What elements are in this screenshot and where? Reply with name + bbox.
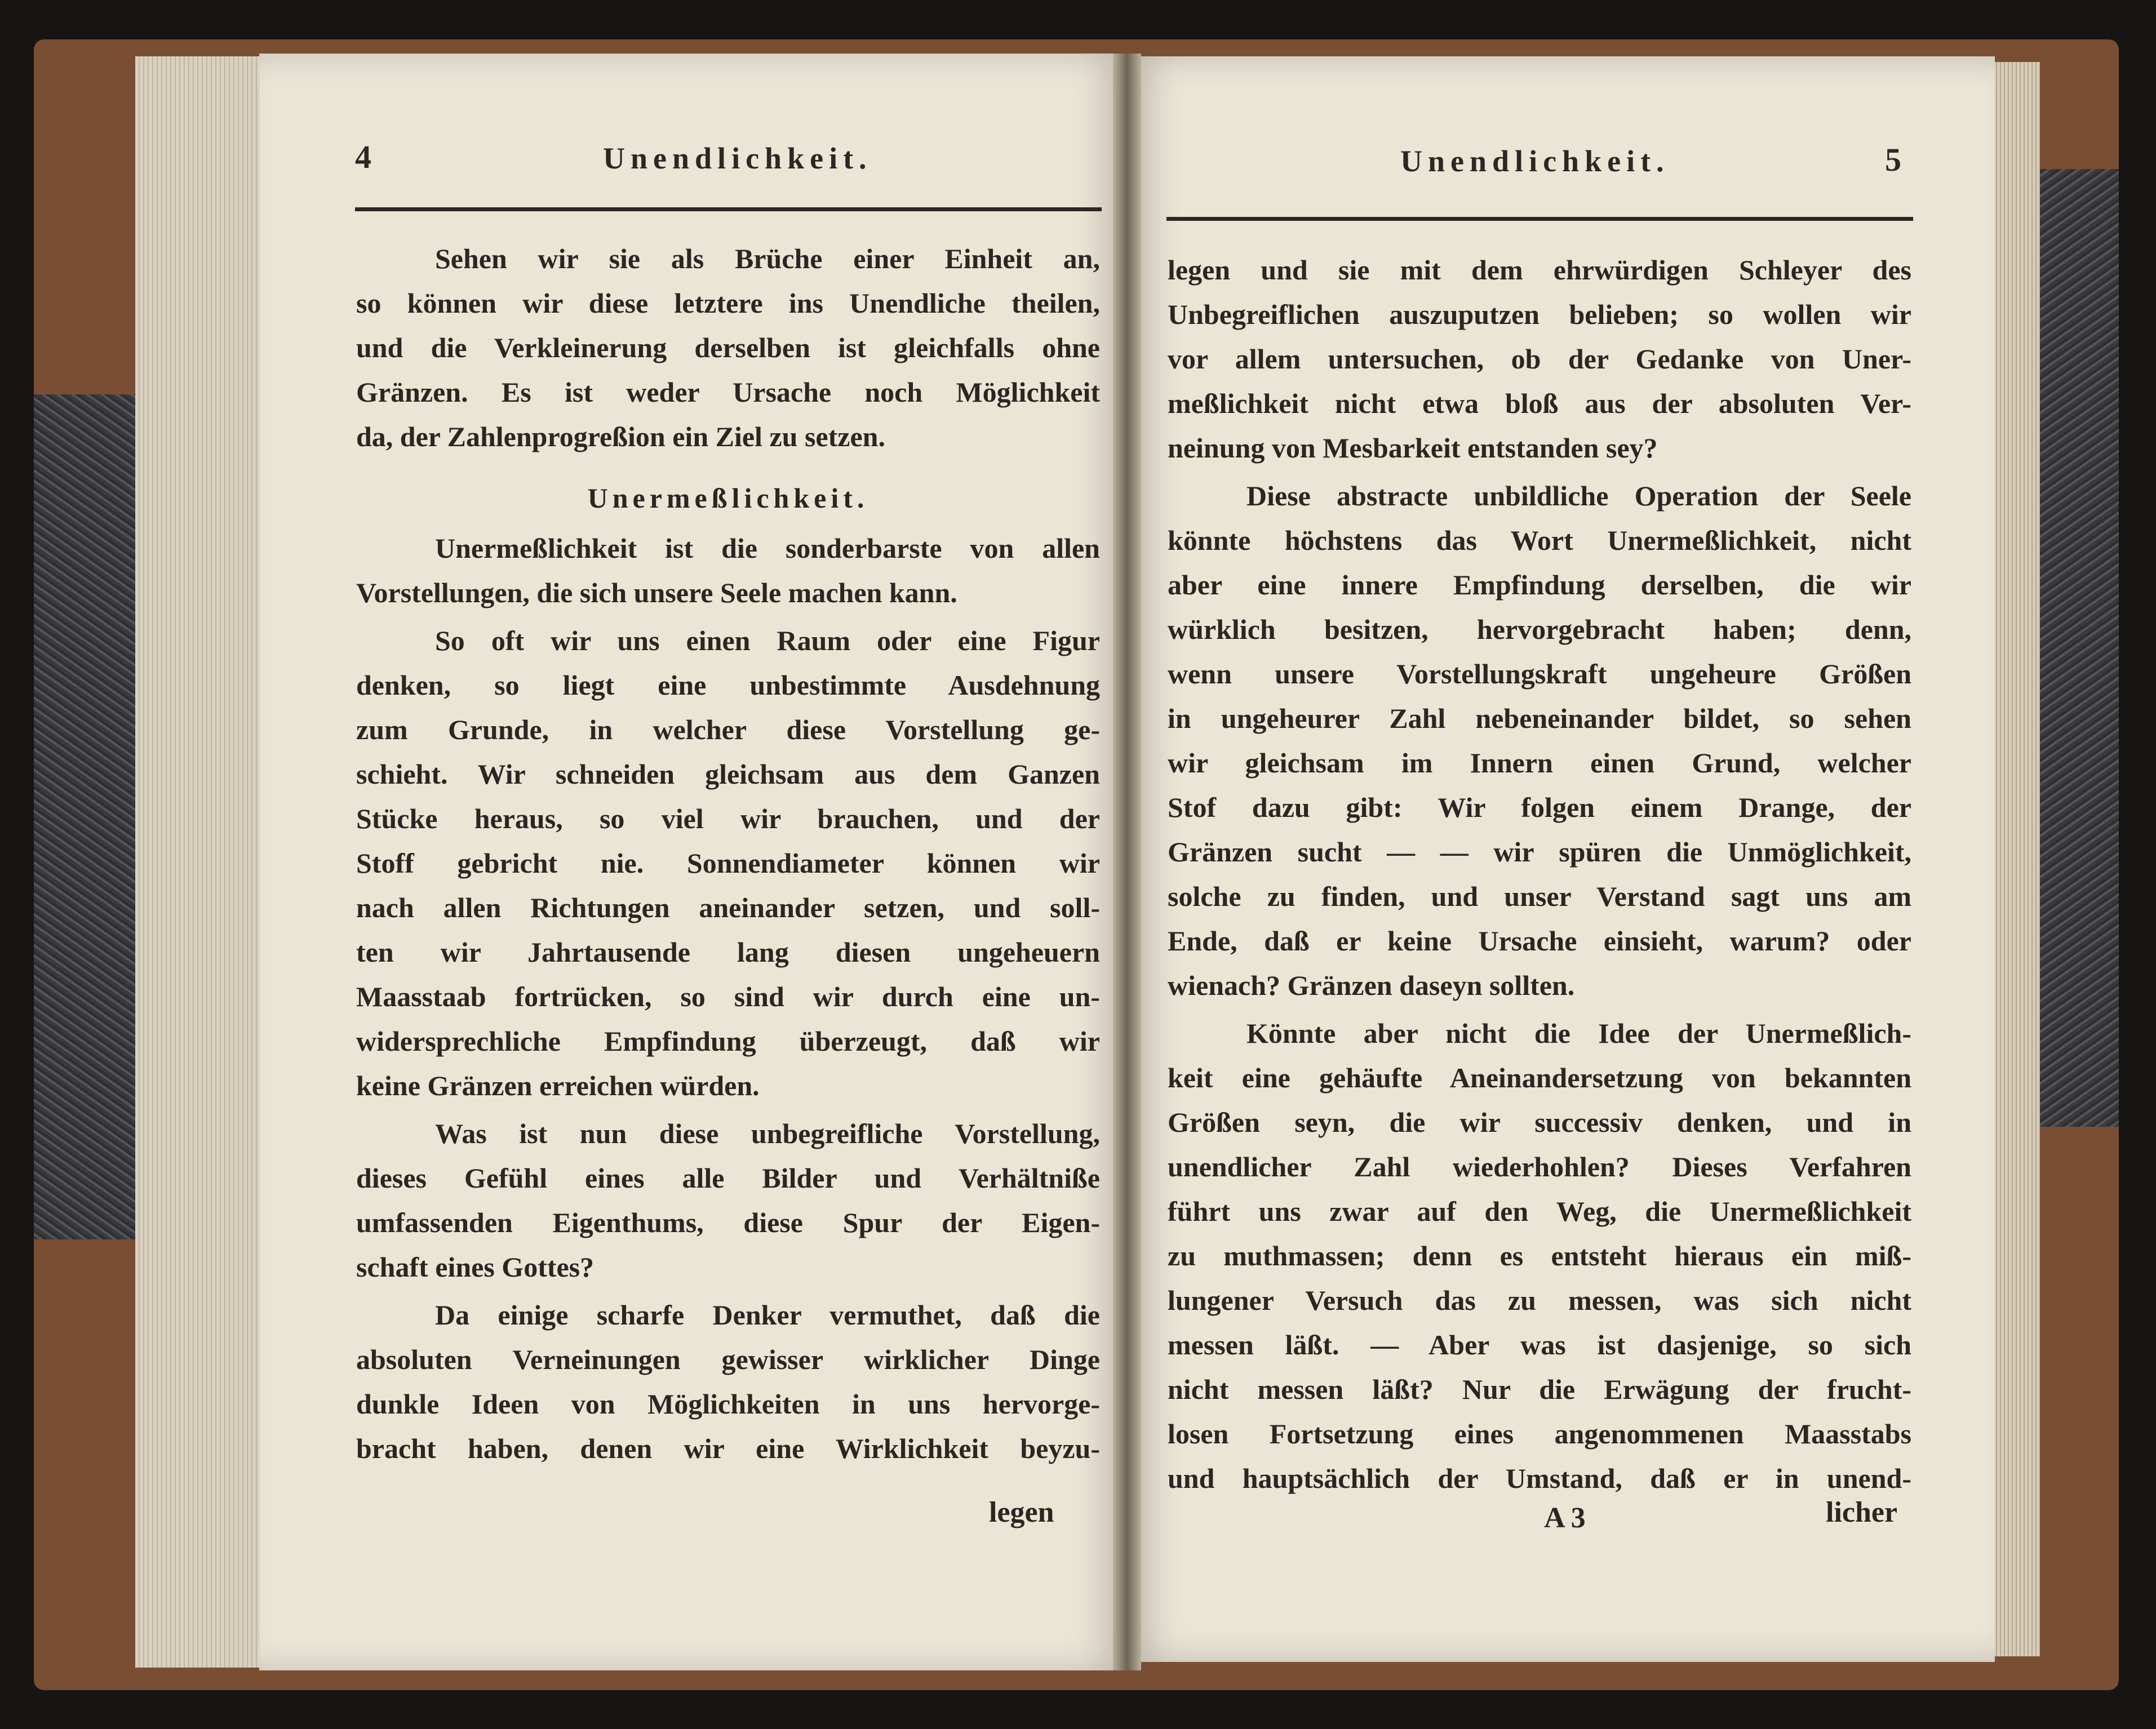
text-line: Vorstellungen, die sich unsere Seele machen kann.	[356, 577, 957, 608]
text-line: Ende, daß er keine Ursache einsieht, warum? oder	[1168, 925, 1911, 957]
text-line: Unermeßlichkeit ist die sonderbarste von allen	[435, 532, 1100, 564]
text-line: wir gleichsam im Innern einen Grund, welcher	[1168, 747, 1911, 779]
signature-mark: A 3	[1544, 1502, 1586, 1534]
text-line: Maasstaab fortrücken, so sind wir durch eine un-	[356, 981, 1100, 1012]
text-line: Größen seyn, die wir successiv denken, und in	[1168, 1106, 1911, 1138]
text-line: führt uns zwar auf den Weg, die Unermeßlichkeit	[1168, 1195, 1911, 1227]
page-edges-left	[135, 56, 265, 1668]
paragraph	[1168, 1011, 1911, 1501]
paragraph	[356, 619, 1100, 1108]
text-line: widersprechliche Empfindung überzeugt, daß wir	[356, 1025, 1100, 1057]
text-line: Gränzen. Es ist weder Ursache noch Möglichkeit	[356, 376, 1100, 408]
text-line: Sehen wir sie als Brüche einer Einheit an,	[435, 243, 1100, 274]
text-line: und hauptsächlich der Umstand, daß er in unend-	[1168, 1463, 1911, 1494]
text-line: legen und sie mit dem ehrwürdigen Schleyer des	[1168, 254, 1911, 286]
text-line: meßlichkeit nicht etwa bloß aus der absoluten Ver-	[1168, 388, 1911, 419]
text-line: keit eine gehäufte Aneinandersetzung von bekannten	[1168, 1062, 1911, 1094]
text-line: losen Fortsetzung eines angenommenen Maasstabs	[1168, 1418, 1911, 1450]
paragraph	[356, 1112, 1100, 1290]
text-line: würklich besitzen, hervorgebracht haben; denn,	[1168, 614, 1911, 645]
text-line: lungener Versuch das zu messen, was sich nicht	[1168, 1284, 1911, 1316]
text-line: Was ist nun diese unbegreifliche Vorstellung,	[435, 1118, 1100, 1149]
paragraph	[1168, 474, 1911, 1008]
book-gutter	[1113, 54, 1141, 1670]
text-line: vor allem untersuchen, ob der Gedanke von Uner-	[1168, 343, 1911, 375]
paragraph	[356, 526, 1100, 615]
text-line: nach allen Richtungen aneinander setzen, und soll-	[356, 892, 1100, 923]
text-line: Stoff gebricht nie. Sonnendiameter können wir	[356, 847, 1100, 879]
text-line: Da einige scharfe Denker vermuthet, daß die	[435, 1299, 1100, 1331]
left-page-number: 4	[355, 139, 371, 175]
text-line: messen läßt. — Aber was ist dasjenige, so sich	[1168, 1329, 1911, 1361]
text-line: absoluten Verneinungen gewisser wirklicher Dinge	[356, 1344, 1100, 1375]
section-heading	[356, 476, 1100, 521]
text-line: aber eine innere Empfindung derselben, die wir	[1168, 569, 1911, 601]
marbled-board-left	[34, 394, 147, 1239]
text-line: bracht haben, denen wir eine Wirklichkeit beyzu-	[356, 1433, 1100, 1464]
text-line: ten wir Jahrtausende lang diesen ungeheuern	[356, 936, 1100, 968]
text-line: neinung von Mesbarkeit entstanden sey?	[1168, 432, 1658, 464]
text-line: Stof dazu gibt: Wir folgen einem Drange, der	[1168, 792, 1911, 823]
text-line: Unbegreiflichen auszuputzen belieben; so wollen wir	[1168, 299, 1911, 330]
text-line: schieht. Wir schneiden gleichsam aus dem Ganzen	[356, 758, 1100, 790]
text-line: Diese abstracte unbildliche Operation der Seele	[1246, 480, 1911, 512]
paragraph	[356, 237, 1100, 459]
text-line: zu muthmassen; denn es entsteht hieraus ein miß-	[1168, 1240, 1911, 1272]
text-line: könnte höchstens das Wort Unermeßlichkeit, nicht	[1168, 525, 1911, 556]
right-catchword: licher	[1826, 1496, 1898, 1528]
text-line: in ungeheurer Zahl nebeneinander bildet, so sehen	[1168, 703, 1911, 734]
right-page-number: 5	[1885, 141, 1901, 178]
text-line: keine Gränzen erreichen würden.	[356, 1070, 760, 1101]
right-running-head: Unendlichkeit.	[1400, 144, 1670, 178]
text-line: denken, so liegt eine unbestimmte Ausdehnung	[356, 669, 1100, 701]
text-line: Gränzen sucht — — wir spüren die Unmöglichkeit,	[1168, 836, 1911, 868]
left-page-text	[356, 237, 1100, 1474]
text-line: so können wir diese letztere ins Unendliche theilen,	[356, 287, 1100, 319]
paragraph	[1168, 248, 1911, 470]
text-line: So oft wir uns einen Raum oder eine Figur	[435, 625, 1100, 656]
text-line: Stücke heraus, so viel wir brauchen, und der	[356, 803, 1100, 834]
paragraph	[356, 1293, 1100, 1471]
text-line: und die Verkleinerung derselben ist gleichfalls ohne	[356, 332, 1100, 363]
text-line: solche zu finden, und unser Verstand sagt uns am	[1168, 881, 1911, 912]
text-line: wenn unsere Vorstellungskraft ungeheure Größen	[1168, 658, 1911, 690]
page-edges-right	[1989, 62, 2040, 1656]
right-header-rule	[1166, 217, 1913, 221]
text-line: unendlicher Zahl wiederhohlen? Dieses Verfahren	[1168, 1151, 1911, 1183]
text-line: dunkle Ideen von Möglichkeiten in uns hervorge-	[356, 1388, 1100, 1420]
left-running-head: Unendlichkeit.	[603, 141, 872, 175]
heading-text: Unermeßlichkeit.	[587, 482, 869, 514]
text-line: zum Grunde, in welcher diese Vorstellung ge-	[356, 714, 1100, 745]
text-line: wienach? Gränzen daseyn sollten.	[1168, 970, 1575, 1001]
text-line: nicht messen läßt? Nur die Erwägung der frucht-	[1168, 1374, 1911, 1405]
text-line: dieses Gefühl eines alle Bilder und Verhältniße	[356, 1162, 1100, 1194]
right-page-text	[1168, 248, 1911, 1504]
text-line: schaft eines Gottes?	[356, 1251, 595, 1283]
text-line: Könnte aber nicht die Idee der Unermeßlich-	[1246, 1017, 1911, 1049]
left-header-rule	[355, 207, 1102, 211]
text-line: umfassenden Eigenthums, diese Spur der Eigen-	[356, 1207, 1100, 1238]
text-line: da, der Zahlenprogreßion ein Ziel zu setzen.	[356, 421, 885, 452]
left-catchword: legen	[989, 1496, 1054, 1528]
